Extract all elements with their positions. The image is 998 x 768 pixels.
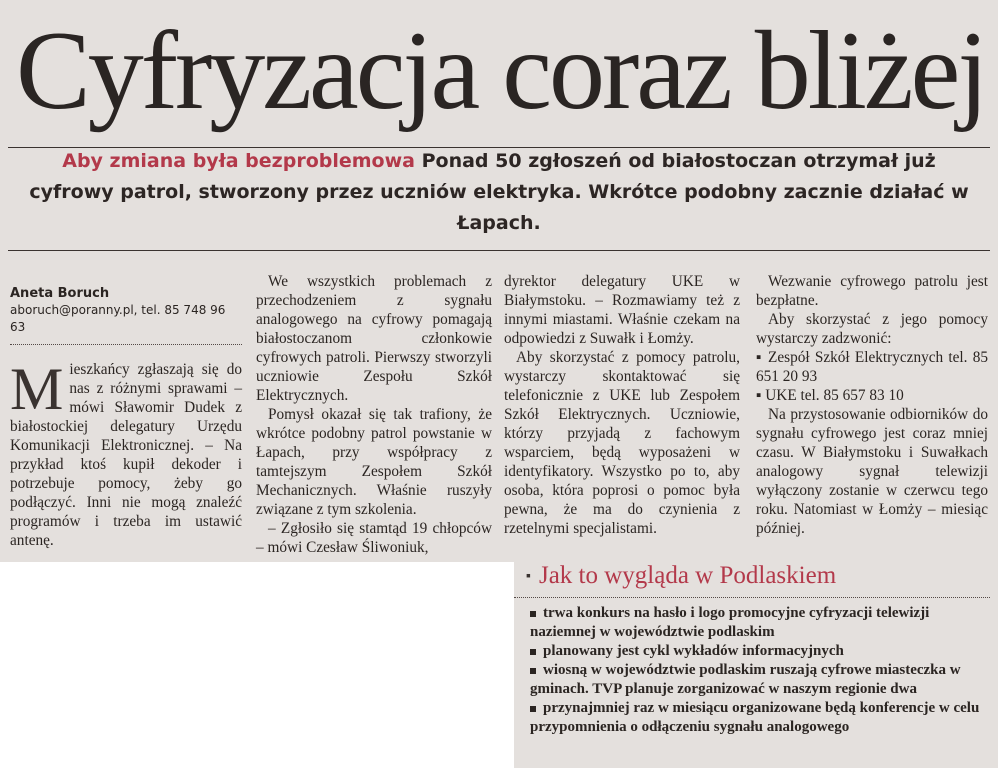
list-item: wiosną w województwie podlaskim ruszają cyfrowe miasteczka w gminach. TVP planuje zorganizować w naszym regionie dwa [530, 662, 961, 697]
byline [10, 285, 240, 345]
article-column-2 [256, 272, 492, 557]
contact-line-zse: ▪ Zespół Szkół Elektrycznych tel. 85 651 20 93 [756, 349, 988, 385]
lead-bottom-rule [8, 250, 990, 251]
info-box-title [526, 560, 836, 593]
column-4-paragraph: Na przystosowanie odbiorników do sygnału cyfrowego jest coraz mniej czasu. W Białymstoku i Suwałkach analogowy sygnał telewizji wyłączony zostanie w czerwcu tego roku. Natomiast w Łomży – miesiąc później. [756, 406, 988, 537]
info-box-title-text: Jak to wygląda w Podlaskiem [538, 562, 837, 589]
list-item: planowany jest cykl wykładów informacyjnych [530, 642, 982, 661]
list-item: przynajmniej raz w miesiącu organizowane będą konferencje w celu przypomnienia o odłączeniu sygnału analogowego [530, 700, 980, 735]
bullet-icon [530, 611, 536, 617]
column-4-paragraph: Aby skorzystać z jego pomocy wystarczy zadzwonić: [756, 311, 988, 347]
bullet-icon [530, 649, 536, 655]
column-1-text: ieszkańcy zgłaszają się do nas z różnymi sprawami – mówi Sławomir Dudek z białostockiej delegatury Urzędu Komunikacji Elektronicznej. – Na przykład ktoś kupił dekoder i potrzebuje pomocy, żeby go podłączyć. Inni nie mogą znaleźć programów i trzeba im ustawić antenę. [10, 361, 242, 549]
column-4-paragraph: Wezwanie cyfrowego patrolu jest bezpłatne. [756, 273, 988, 309]
bullet-icon [530, 706, 536, 712]
list-item: trwa konkurs na hasło i logo promocyjne cyfryzacji telewizji naziemnej w województwie podlaskim [530, 605, 930, 640]
drop-cap: M [10, 356, 64, 422]
article-column-3 [504, 272, 740, 538]
column-1-paragraph [10, 356, 242, 550]
headline: Cyfryzacja coraz bliżej [16, 9, 986, 133]
info-box-divider [514, 597, 990, 598]
bullet-icon [530, 668, 536, 674]
column-2-paragraph: Pomysł okazał się tak trafiony, że wkrótce podobny patrol powstanie w Łapach, przy współpracy z tamtejszym Zespołem Szkół Mechanicznych. Właśnie ruszyły związane z tym szkolenia. [256, 406, 492, 518]
article-column-4 [756, 272, 988, 538]
article-column-1 [10, 356, 242, 550]
column-3-paragraph: dyrektor delegatury UKE w Białymstoku. – Rozmawiamy też z innymi miastami. Właśnie czekam na odpowiedzi z Suwałk i Łomży. [504, 273, 740, 347]
author-contact: aboruch@poranny.pl, tel. 85 748 96 63 [10, 303, 226, 334]
lead-paragraph [20, 146, 978, 239]
lead-text: Ponad 50 zgłoszeń od białostoczan otrzymał już cyfrowy patrol, stworzony przez uczniów elektryka. Wkrótce podobny zacznie działać w Łapach. [29, 150, 969, 234]
info-box-list [530, 604, 982, 737]
lead-kicker: Aby zmiana była bezproblemowa [62, 150, 415, 172]
square-bullet-icon: ▪ [526, 569, 531, 585]
column-2-paragraph: – Zgłosiło się stamtąd 19 chłopców – mówi Czesław Śliwoniuk, [256, 520, 492, 556]
byline-divider [10, 344, 242, 345]
column-3-paragraph: Aby skorzystać z pomocy patrolu, wystarczy skontaktować się telefonicznie z UKE lub Zespołem Szkół Elektrycznych. Uczniowie, którzy przyjadą z fachowym wsparciem, będą wyposażeni w identyfikatory. Wszystko po to, aby osoba, która poprosi o pomoc była pewna, że ma do czynienia z rzetelnymi specjalistami. [504, 349, 740, 537]
author-name: Aneta Boruch [10, 286, 110, 301]
contact-line-uke: ▪ UKE tel. 85 657 83 10 [756, 387, 904, 404]
column-2-paragraph: We wszystkich problemach z przechodzeniem z sygnału analogowego na cyfrowy pomagają białostoczanom członkowie cyfrowych patroli. Pierwszy stworzyli uczniowie Zespołu Szkół Elektrycznych. [256, 273, 492, 404]
